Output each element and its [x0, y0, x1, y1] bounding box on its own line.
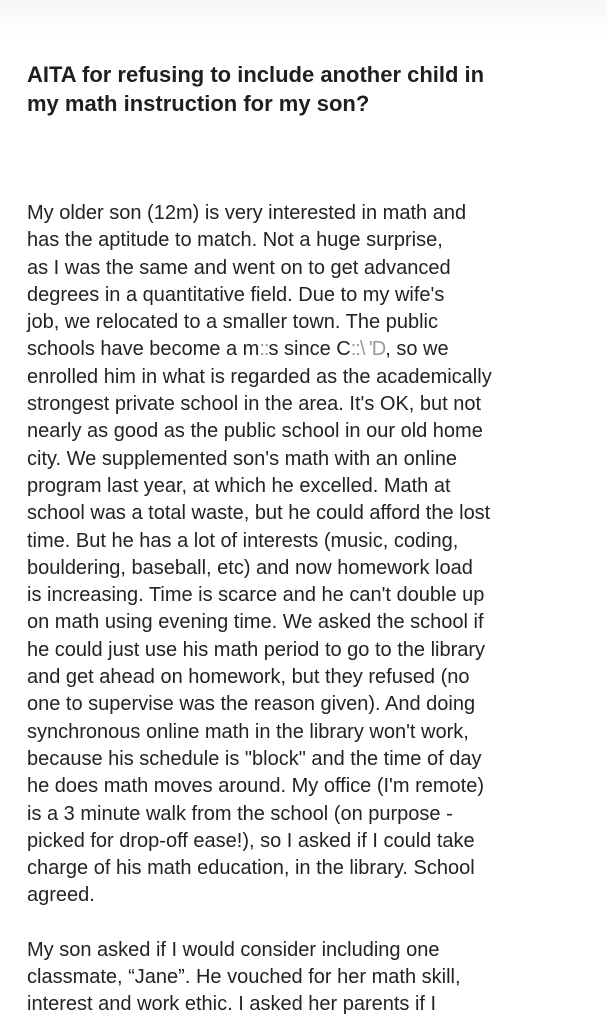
body-line: agreed.	[27, 884, 95, 907]
body-line: degrees in a quantitative field. Due to my wife's	[27, 283, 445, 306]
body-line: My older son (12m) is very interested in math and	[27, 202, 467, 224]
post-paragraph-2	[27, 937, 597, 1019]
post-paragraph-1	[27, 200, 597, 910]
body-line: and get ahead on homework, but they refused (no	[27, 666, 470, 689]
body-line: interest and work ethic. I asked her parents if I	[27, 993, 437, 1016]
body-line: on math using evening time. We asked the school if	[27, 611, 484, 634]
body-line-part: schools have become a m	[27, 338, 260, 361]
body-line: has the aptitude to match. Not a huge surprise,	[27, 229, 443, 252]
post-title	[27, 60, 587, 118]
body-line: time. But he has a lot of interests (music, coding,	[27, 529, 459, 552]
body-line: strongest private school in the area. It's OK, but not	[27, 393, 482, 416]
body-line-part: s since C	[268, 338, 351, 361]
body-line: as I was the same and went on to get advanced	[27, 256, 451, 279]
body-line-redacted	[27, 336, 597, 363]
body-line: one to supervise was the reason given). And doing	[27, 693, 476, 716]
body-line: enrolled him in what is regarded as the academically	[27, 365, 492, 388]
body-line: classmate, “Jane”. He vouched for her math skill,	[27, 966, 461, 989]
body-line: because his schedule is "block" and the time of day	[27, 747, 482, 770]
post-title-line: my math instruction for my son?	[27, 91, 370, 116]
page-top-band	[0, 0, 607, 36]
body-line: nearly as good as the public school in our old home	[27, 420, 483, 443]
post-title-line: AITA for refusing to include another child in	[27, 62, 485, 87]
body-line: synchronous online math in the library won't work,	[27, 720, 469, 743]
redaction-artifact: ::	[259, 338, 269, 361]
post-body	[27, 200, 597, 1019]
redaction-artifact: ::\ 'D	[350, 338, 386, 361]
body-line: picked for drop-off ease!), so I asked if I could take	[27, 829, 475, 852]
body-line-part: , so we	[385, 338, 449, 361]
body-line: he does math moves around. My office (I'm remote)	[27, 775, 484, 798]
body-line: is increasing. Time is scarce and he can't double up	[27, 584, 485, 607]
paragraph-spacer	[27, 910, 597, 937]
body-line: school was a total waste, but he could afford the lost	[27, 502, 491, 525]
body-line: charge of his math education, in the library. School	[27, 857, 475, 880]
body-line: city. We supplemented son's math with an online	[27, 447, 457, 470]
body-line: bouldering, baseball, etc) and now homework load	[27, 556, 473, 579]
body-line: program last year, at which he excelled. Math at	[27, 474, 451, 497]
body-line: he could just use his math period to go to the library	[27, 638, 486, 661]
body-line: is a 3 minute walk from the school (on purpose -	[27, 802, 453, 825]
body-line: My son asked if I would consider including one	[27, 938, 440, 961]
body-line: job, we relocated to a smaller town. The public	[27, 311, 438, 334]
